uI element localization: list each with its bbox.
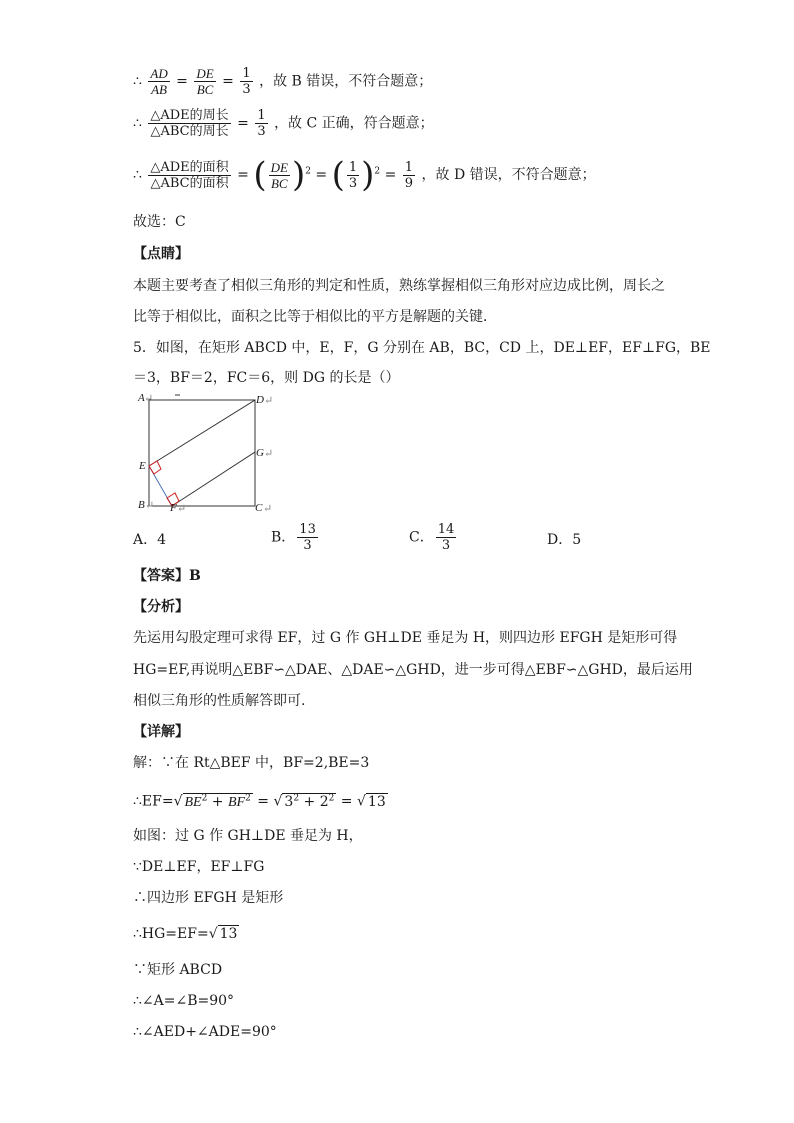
- point-label-e: E: [139, 460, 146, 472]
- solution-step-3: 如图：过 G 作 GH⊥DE 垂足为 H，: [133, 828, 363, 844]
- conclusion-text: ，故 B 错误，不符合题意；: [259, 73, 433, 90]
- question-5-line-1: 5．如图，在矩形 ABCD 中，E，F，G 分别在 AB，BC，CD 上，DE⊥EF，EF⊥FG，BE: [133, 340, 711, 356]
- rectangle-abcd: [149, 400, 255, 506]
- conclusion-text: ，故 C 正确，符合题意；: [274, 115, 434, 132]
- solution-step-9: ∴∠AED+∠ADE=90°: [133, 1024, 277, 1040]
- conclusion-c-line: ∴ $\frac{\text{△ADE的周长}}{\text{△ABC的周长}}$ = $\frac{1}{3}$ ，故 C 正确，符合题意；: [133, 108, 434, 139]
- point-label-c: C: [255, 502, 263, 514]
- answer-line: 【答案】B: [133, 568, 201, 584]
- conclusion-d-line: ∴ $\frac{\text{△ADE的面积}}{\text{△ABC的面积}}$ = ( $\frac{DE}{BC}$ )$^2$ = ( $\frac{1}{3}$ )$^2$ = $\frac{1}{9}$ ，故 D 错误，不符合题意；: [133, 155, 596, 195]
- dianjing-heading: 【点睛】: [133, 246, 189, 262]
- solution-step-5: ∴四边形 EFGH 是矩形: [133, 890, 284, 906]
- fraction-one-third: $\frac{1}{3}$: [242, 66, 251, 97]
- solution-step-8: ∴∠A=∠B=90°: [133, 993, 235, 1009]
- choice-line: 故选：C: [133, 214, 186, 230]
- conclusion-text: ，故 D 错误，不符合题意；: [421, 167, 596, 183]
- question-5-line-2: ＝3，BF＝2，FC＝6，则 DG 的长是（）: [133, 370, 400, 386]
- fenxi-text-2: HG=EF,再说明△EBF∽△DAE、△DAE∽△GHD，进一步可得△EBF∽△GHD，最后运用: [133, 662, 693, 678]
- right-angle-mark-e: [149, 461, 161, 474]
- fraction-one-ninth: $\frac{1}{9}$: [404, 159, 414, 191]
- conclusion-b-line: ∴ $\frac{AD}{AB}$ = $\frac{DE}{BC}$ = $\frac{1}{3}$ ，故 B 错误，不符合题意；: [133, 66, 433, 97]
- xiangjie-heading: 【详解】: [133, 724, 189, 740]
- option-b: B． $\frac{13}{3}$: [271, 522, 316, 553]
- point-label-b: B: [138, 499, 145, 511]
- fraction-area: $\frac{\text{△ADE的面积}}{\text{△ABC的面积}}$: [150, 159, 229, 191]
- fraction-de-bc: $\frac{DE}{BC}$: [196, 66, 214, 97]
- fraction-de-bc: $\frac{DE}{BC}$: [270, 159, 288, 191]
- option-a: A．4: [133, 532, 167, 548]
- fraction-one-third: $\frac{1}{3}$: [257, 108, 266, 139]
- solution-step-7: ∵矩形 ABCD: [133, 962, 223, 978]
- segment-fg: [172, 452, 255, 506]
- dianjing-text-1: 本题主要考查了相似三角形的判定和性质，熟练掌握相似三角形对应边成比例，周长之: [133, 278, 665, 294]
- fraction-perimeter: $\frac{\text{△ADE的周长}}{\text{△ABC的周长}}$: [150, 108, 229, 139]
- dianjing-text-2: 比等于相似比，面积之比等于相似比的平方是解题的关键．: [133, 309, 497, 325]
- fenxi-text-3: 相似三角形的性质解答即可.: [133, 693, 306, 709]
- option-c: C． $\frac{14}{3}$: [409, 522, 455, 553]
- point-label-a: A: [138, 392, 145, 404]
- point-label-f: F: [170, 502, 177, 514]
- fraction-ad-ab: $\frac{AD}{AB}$: [150, 66, 168, 97]
- solution-step-4: ∵DE⊥EF，EF⊥FG: [133, 859, 265, 875]
- point-label-d: D: [256, 394, 264, 406]
- fenxi-heading: 【分析】: [133, 599, 189, 615]
- solution-step-1: 解：∵在 Rt△BEF 中，BF=2,BE=3: [133, 755, 370, 771]
- solution-step-hg: ∴HG=EF=√ 13: [133, 926, 238, 942]
- point-label-g: G: [256, 447, 264, 459]
- option-d: D．5: [547, 532, 582, 548]
- therefore-symbol: ∴: [133, 73, 142, 90]
- fenxi-text-1: 先运用勾股定理可求得 EF，过 G 作 GH⊥DE 垂足为 H，则四边形 EFGH 是矩形可得: [133, 630, 678, 646]
- solution-step-ef: ∴EF=√ $BE^2 + BF^2$ = √ $3^2 + 2^2$ = √ 13: [133, 793, 386, 810]
- fraction-one-third: $\frac{1}{3}$: [348, 159, 358, 191]
- segment-de: [149, 400, 255, 466]
